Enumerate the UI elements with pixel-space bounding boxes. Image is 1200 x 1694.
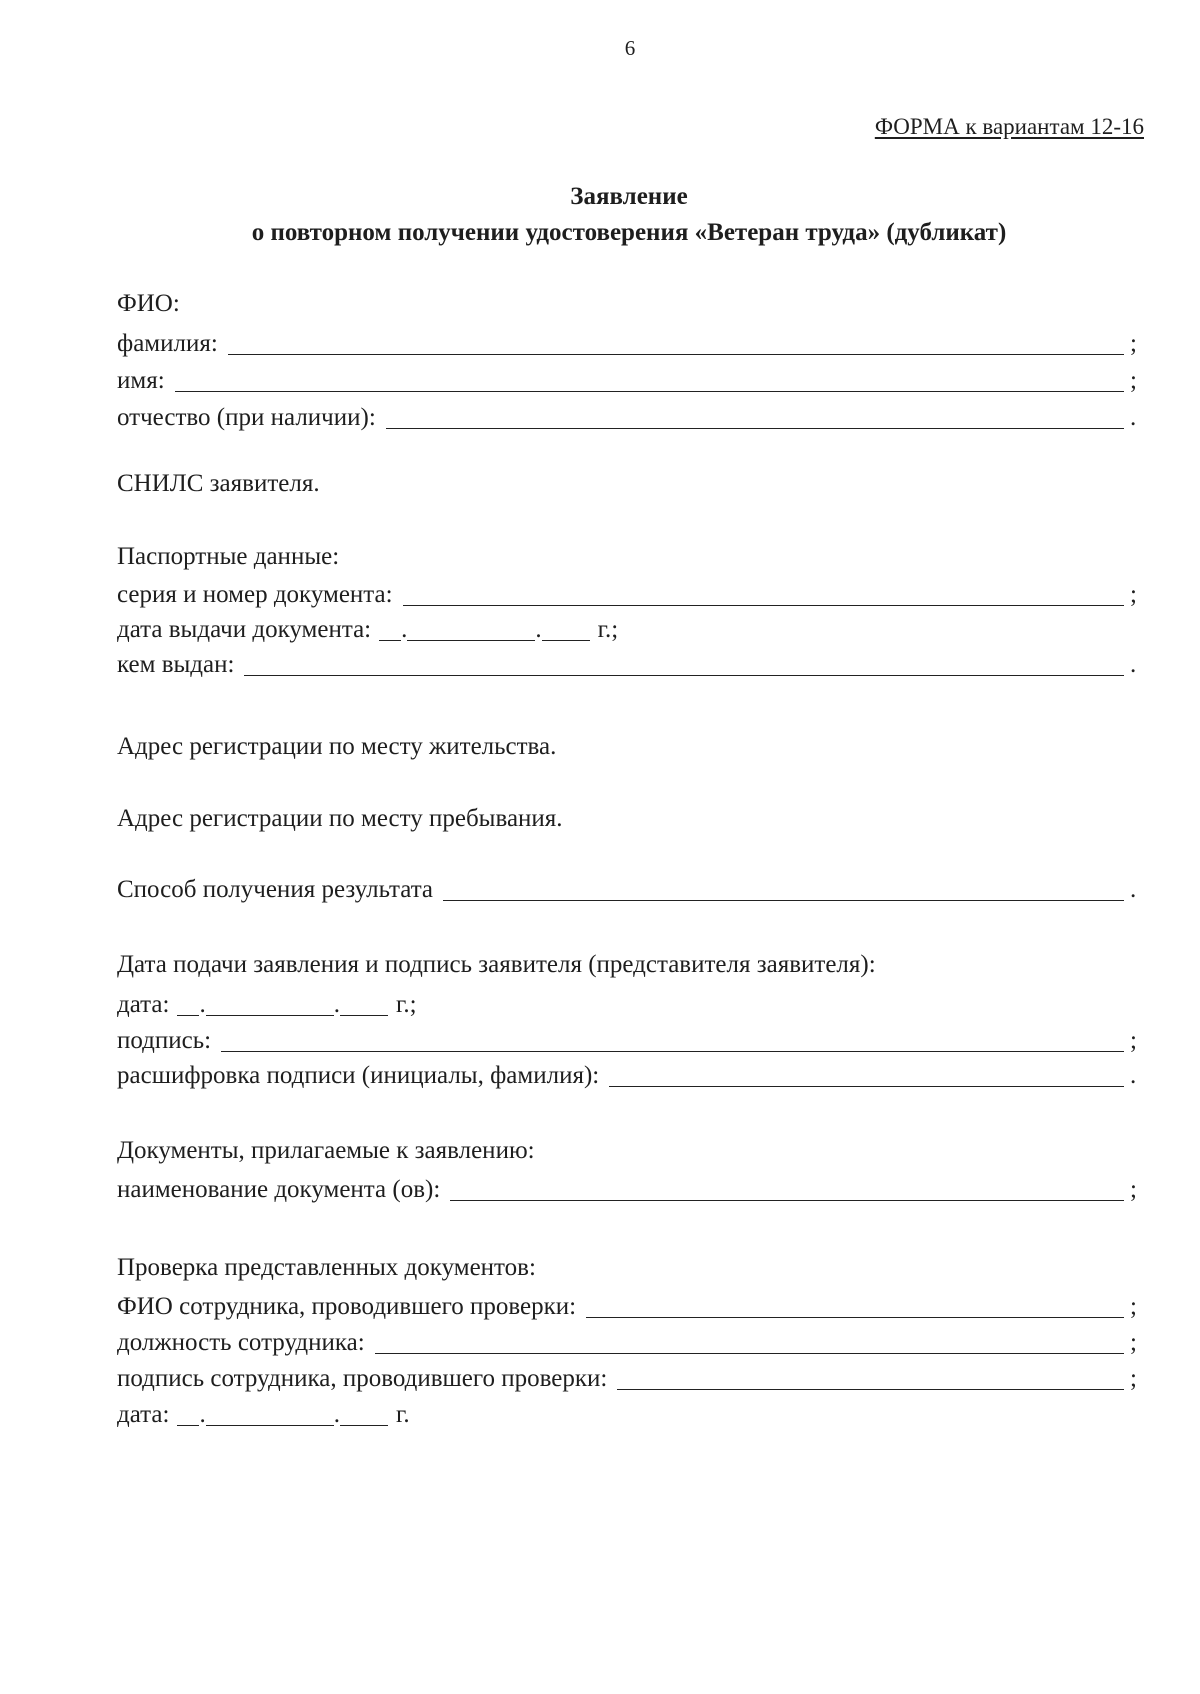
doc-name-field[interactable]	[450, 1173, 1124, 1201]
result-method-row	[117, 870, 1140, 904]
period: .	[1130, 651, 1137, 678]
year-suffix: г.;	[395, 991, 417, 1018]
result-method-label: Способ получения результата	[117, 876, 434, 903]
semicolon: ;	[1130, 1293, 1137, 1320]
dot: .	[401, 616, 408, 643]
passport-date-label: дата выдачи документа:	[117, 616, 372, 643]
surname-label: фамилия:	[117, 330, 218, 357]
employee-signature-field[interactable]	[617, 1362, 1124, 1390]
signature-field[interactable]	[221, 1024, 1124, 1052]
surname-field[interactable]	[228, 327, 1124, 355]
employee-fio-row	[117, 1287, 1140, 1321]
period: .	[1130, 1062, 1137, 1089]
year-field[interactable]	[340, 1398, 388, 1426]
doc-name-row	[117, 1170, 1140, 1204]
page-number: 6	[624, 36, 636, 60]
signature-decode-label: расшифровка подписи (инициалы, фамилия):	[117, 1062, 600, 1089]
dot: .	[333, 991, 340, 1018]
employee-position-row	[117, 1323, 1140, 1357]
semicolon: ;	[1130, 1176, 1137, 1203]
period: .	[1130, 876, 1137, 903]
document-title: Заявление	[570, 183, 688, 210]
semicolon: ;	[1130, 367, 1137, 394]
signature-decode-field[interactable]	[609, 1059, 1124, 1087]
period: .	[1130, 404, 1137, 431]
year-suffix: г.;	[597, 616, 619, 643]
year-field[interactable]	[340, 988, 388, 1016]
month-field[interactable]	[206, 1398, 334, 1426]
issued-by-row	[117, 645, 1140, 679]
signature-row	[117, 1021, 1140, 1055]
verification-date-label: дата:	[117, 1401, 170, 1428]
employee-signature-row	[117, 1359, 1140, 1393]
semicolon: ;	[1130, 1027, 1137, 1054]
day-field[interactable]	[379, 613, 401, 641]
dot: .	[199, 991, 206, 1018]
employee-position-field[interactable]	[375, 1326, 1124, 1354]
passport-heading: Паспортные данные:	[117, 543, 340, 570]
submission-date-label: дата:	[117, 991, 170, 1018]
issued-by-label: кем выдан:	[117, 651, 235, 678]
address-residence-label: Адрес регистрации по месту жительства.	[117, 733, 557, 760]
passport-series-label: серия и номер документа:	[117, 581, 393, 608]
name-field[interactable]	[175, 364, 1124, 392]
employee-fio-label: ФИО сотрудника, проводившего проверки:	[117, 1293, 577, 1320]
year-field[interactable]	[542, 613, 590, 641]
dot: .	[199, 1401, 206, 1428]
passport-series-field[interactable]	[403, 578, 1124, 606]
verification-heading: Проверка представленных документов:	[117, 1254, 536, 1281]
dot: .	[535, 616, 542, 643]
employee-position-label: должность сотрудника:	[117, 1329, 365, 1356]
day-field[interactable]	[177, 988, 199, 1016]
patronymic-field[interactable]	[386, 401, 1124, 429]
submission-heading: Дата подачи заявления и подпись заявителя (представителя заявителя):	[117, 951, 876, 978]
semicolon: ;	[1130, 330, 1137, 357]
semicolon: ;	[1130, 1365, 1137, 1392]
name-row	[117, 361, 1140, 395]
patronymic-row	[117, 398, 1140, 432]
snils-label: СНИЛС заявителя.	[117, 470, 320, 497]
day-field[interactable]	[177, 1398, 199, 1426]
doc-name-label: наименование документа (ов):	[117, 1176, 441, 1203]
month-field[interactable]	[206, 988, 334, 1016]
year-suffix: г.	[395, 1401, 410, 1428]
document-subtitle: о повторном получении удостоверения «Ветеран труда» (дубликат)	[251, 219, 1007, 246]
attachments-heading: Документы, прилагаемые к заявлению:	[117, 1137, 535, 1164]
surname-row	[117, 324, 1140, 358]
verification-date-row	[117, 1395, 410, 1429]
submission-date-row	[117, 985, 417, 1019]
fio-heading: ФИО:	[117, 290, 180, 317]
dot: .	[333, 1401, 340, 1428]
result-method-field[interactable]	[443, 873, 1124, 901]
employee-fio-field[interactable]	[586, 1290, 1124, 1318]
form-reference: ФОРМА к вариантам 12-16	[874, 114, 1144, 139]
month-field[interactable]	[407, 613, 535, 641]
signature-decode-row	[117, 1056, 1140, 1090]
passport-date-row	[117, 610, 618, 644]
signature-label: подпись:	[117, 1027, 212, 1054]
patronymic-label: отчество (при наличии):	[117, 404, 376, 431]
name-label: имя:	[117, 367, 165, 394]
employee-signature-label: подпись сотрудника, проводившего проверки:	[117, 1365, 608, 1392]
issued-by-field[interactable]	[244, 648, 1124, 676]
address-stay-label: Адрес регистрации по месту пребывания.	[117, 805, 563, 832]
passport-series-row	[117, 575, 1140, 609]
semicolon: ;	[1130, 1329, 1137, 1356]
semicolon: ;	[1130, 581, 1137, 608]
